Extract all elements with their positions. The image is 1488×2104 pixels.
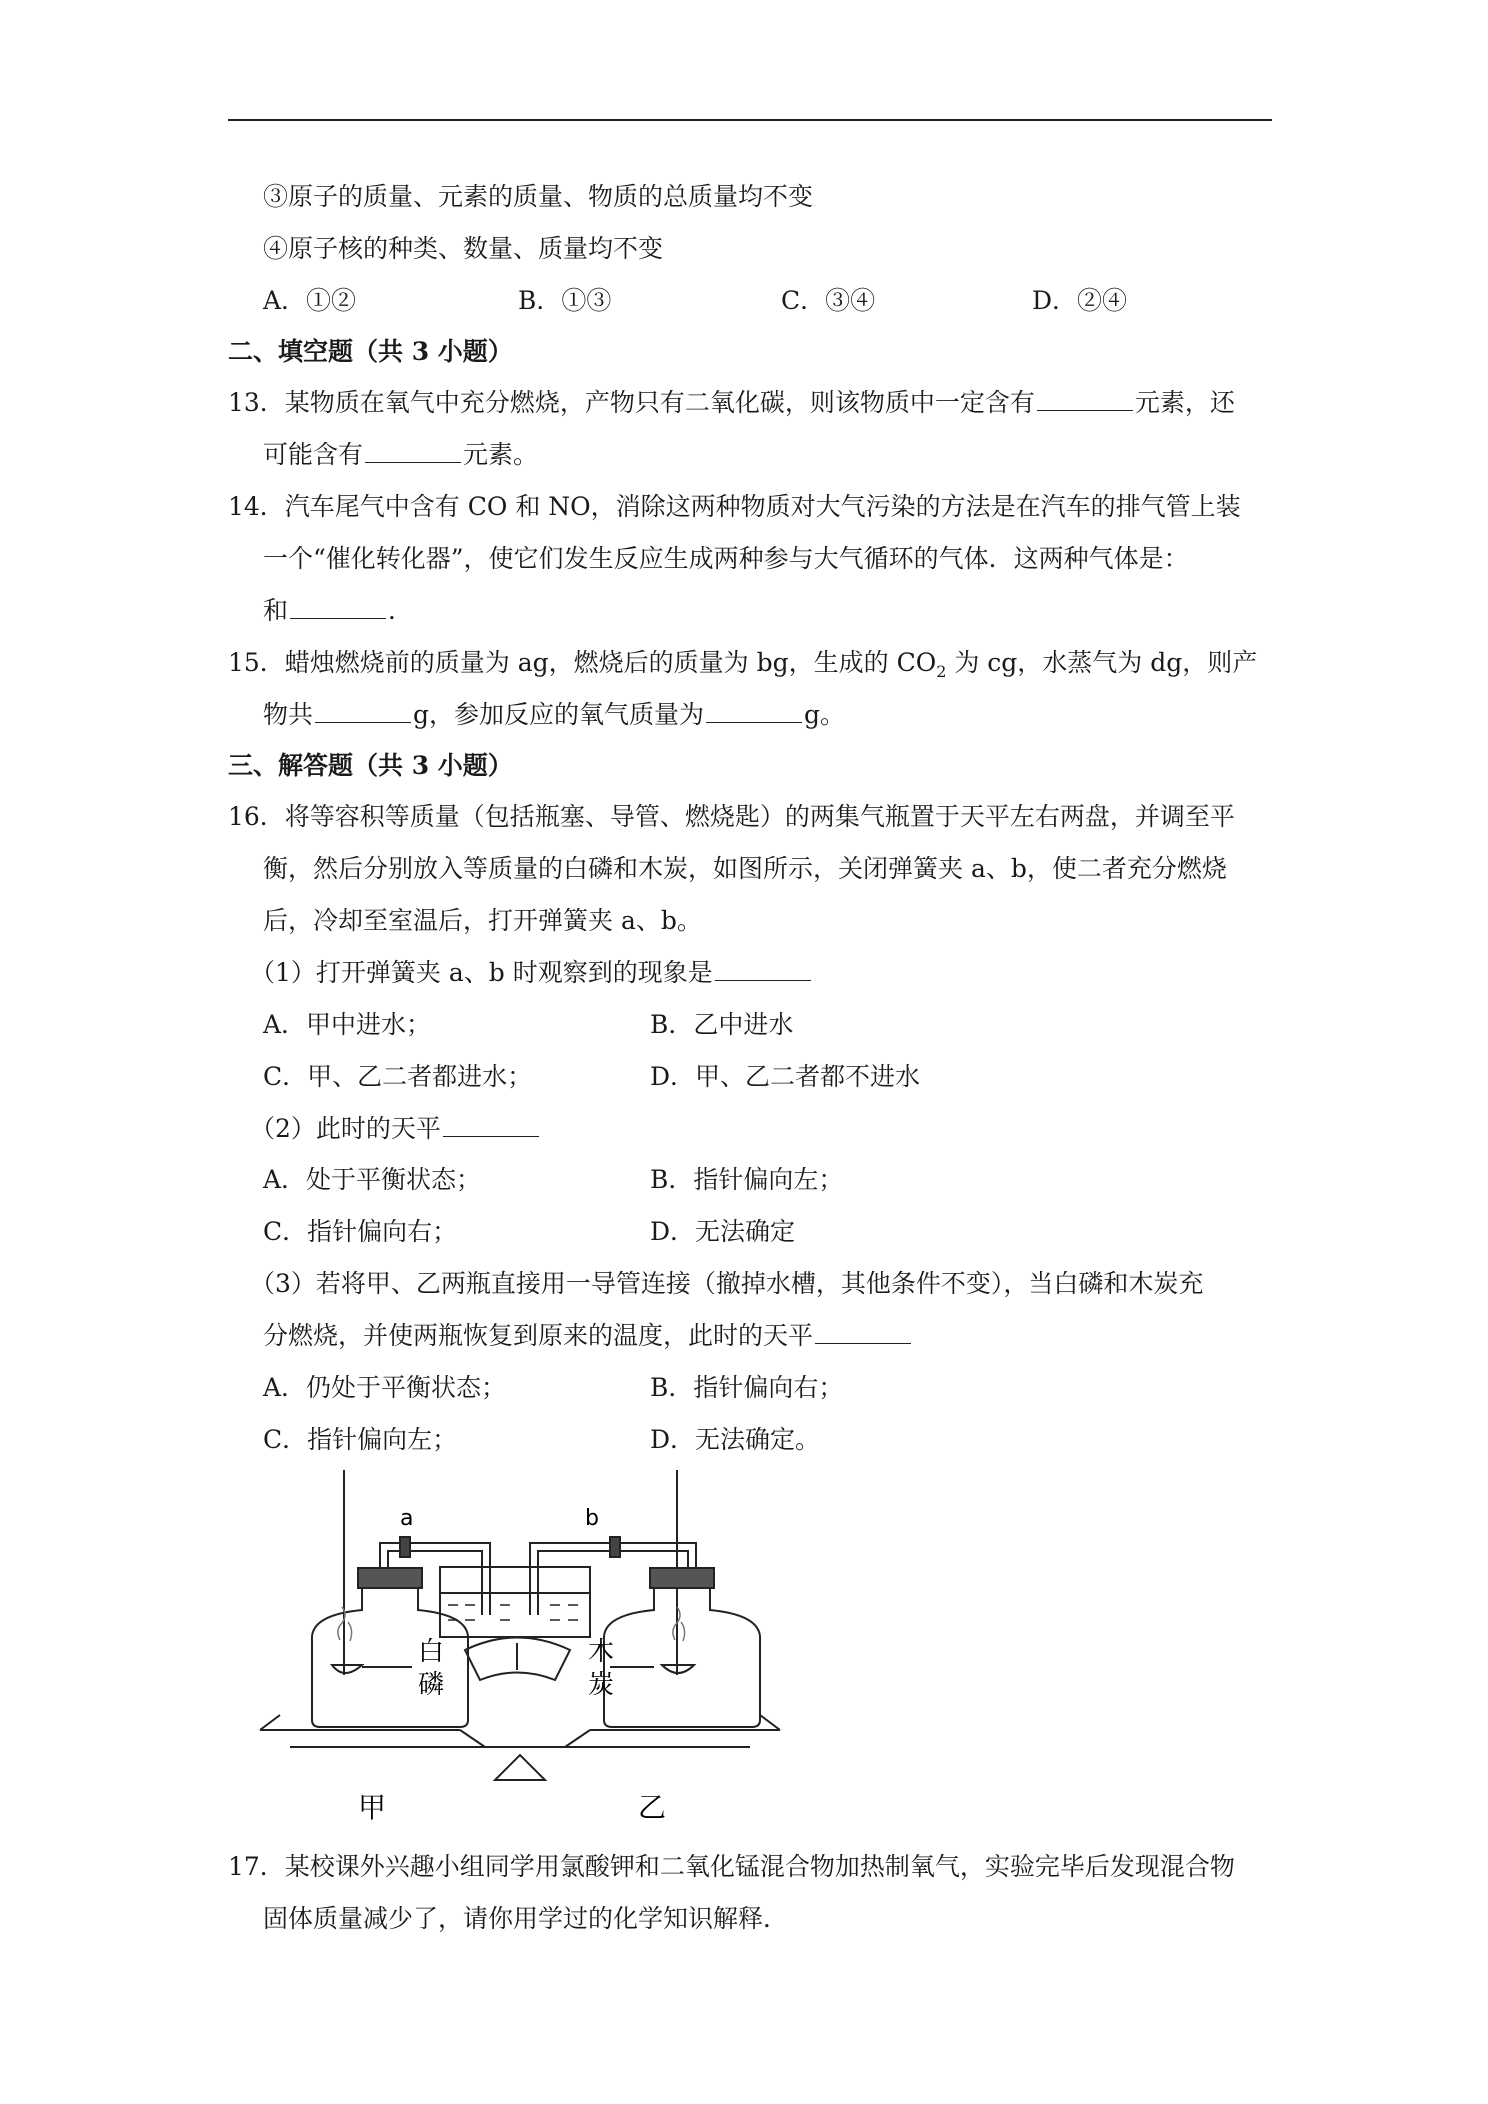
q14-line-3 — [263, 594, 413, 628]
clip-b-label: b — [585, 1506, 599, 1531]
q16-sub-2 — [250, 1112, 541, 1146]
q16-sub-3-option-b: B．指针偏向右； — [650, 1373, 844, 1402]
section-2-title: 二、填空题（共 3 小题） — [228, 337, 513, 366]
q16-sub-3-option-a: A．仍处于平衡状态； — [263, 1373, 507, 1402]
water-trough — [440, 1567, 590, 1637]
q15-line-1 — [228, 646, 1257, 689]
q16-sub-2-option-b: B．指针偏向左； — [650, 1165, 844, 1194]
q12-option-c: C．③④ — [781, 286, 876, 315]
q16-sub-1-option-d: D．甲、乙二者都不进水 — [650, 1062, 921, 1091]
balance-experiment-figure — [250, 1465, 790, 1825]
q16-sub-1-text: （1）打开弹簧夹 a、b 时观察到的现象是 — [250, 958, 713, 987]
q16-sub-3-text: 分燃烧，并使两瓶恢复到原来的温度，此时的天平 — [263, 1321, 814, 1350]
q16-sub-1-option-b: B．乙中进水 — [650, 1010, 794, 1039]
q16-sub-3-option-c: C．指针偏向左； — [263, 1425, 458, 1454]
q13-blank-2[interactable] — [365, 438, 461, 463]
q16-sub-1-option-c: C．甲、乙二者都进水； — [263, 1062, 533, 1091]
q16-sub-3-line-2 — [263, 1319, 913, 1353]
q16-line-1: 16．将等容积等质量（包括瓶塞、导管、燃烧匙）的两集气瓶置于天平左右两盘，并调至平 — [228, 802, 1235, 831]
left-combustion-spoon — [332, 1665, 362, 1673]
q16-line-2: 衡，然后分别放入等质量的白磷和木炭，如图所示，关闭弹簧夹 a、b，使二者充分燃烧 — [263, 854, 1227, 883]
header-rule — [228, 119, 1272, 121]
q12-option-a: A．①② — [263, 286, 357, 315]
q16-sub-1 — [250, 956, 813, 990]
q15-line-2 — [263, 698, 845, 732]
q16-sub-3-blank[interactable] — [815, 1319, 911, 1344]
white-phosphorus-label-1: 白 — [418, 1637, 445, 1667]
q16-sub-2-option-c: C．指针偏向右； — [263, 1217, 458, 1246]
q13-text-3: 可能含有 — [263, 440, 364, 469]
q15-text-5: g。 — [804, 700, 846, 729]
q12-item-4: ④原子核的种类、数量、质量均不变 — [263, 234, 664, 263]
q13-text-1: 13．某物质在氧气中充分燃烧，产物只有二氧化碳，则该物质中一定含有 — [228, 388, 1035, 417]
q15-text-2: 为 cg，水蒸气为 dg，则产 — [946, 648, 1258, 677]
right-stopper — [650, 1568, 714, 1588]
q16-sub-2-text: （2）此时的天平 — [250, 1114, 441, 1143]
q14-text-end: ． — [388, 596, 414, 625]
q17-line-1: 17．某校课外兴趣小组同学用氯酸钾和二氧化锰混合物加热制氧气，实验完毕后发现混合物 — [228, 1852, 1235, 1881]
q16-sub-1-option-a: A．甲中进水； — [263, 1010, 432, 1039]
left-bottle-jia — [312, 1585, 468, 1727]
q13-blank-1[interactable] — [1037, 386, 1133, 411]
q15-text-4: g，参加反应的氧气质量为 — [413, 700, 705, 729]
right-bottle-yi — [604, 1585, 760, 1727]
q14-line-1: 14．汽车尾气中含有 CO 和 NO，消除这两种物质对大气污染的方法是在汽车的排气管上装 — [228, 492, 1241, 521]
q14-line-2: 一个“催化转化器”，使它们发生反应生成两种参与大气循环的气体．这两种气体是： — [263, 544, 1189, 573]
pan-label-jia: 甲 — [358, 1791, 387, 1824]
left-stopper — [358, 1568, 422, 1588]
q15-blank-2[interactable] — [706, 698, 802, 723]
q16-sub-2-blank[interactable] — [443, 1112, 539, 1137]
q16-sub-1-blank[interactable] — [715, 956, 811, 981]
balance-fulcrum — [495, 1755, 545, 1780]
pan-label-yi: 乙 — [638, 1791, 667, 1824]
q15-subscript: 2 — [936, 662, 947, 681]
q15-text-3: 物共 — [263, 700, 314, 729]
q12-item-3: ③原子的质量、元素的质量、物质的总质量均不变 — [263, 182, 814, 211]
q16-line-3: 后，冷却至室温后，打开弹簧夹 a、b。 — [263, 906, 702, 935]
charcoal-label-1: 木 — [588, 1637, 615, 1667]
charcoal-label-2: 炭 — [588, 1670, 615, 1700]
q14-text-and: 和 — [263, 596, 289, 625]
q13-text-4: 元素。 — [463, 440, 539, 469]
q16-sub-2-option-a: A．处于平衡状态； — [263, 1165, 482, 1194]
q12-option-d: D．②④ — [1032, 286, 1128, 315]
q13-text-2: 元素，还 — [1134, 388, 1235, 417]
q16-sub-3-option-d: D．无法确定。 — [650, 1425, 821, 1454]
q15-blank-1[interactable] — [315, 698, 411, 723]
q16-sub-3-line-1: （3）若将甲、乙两瓶直接用一导管连接（撤掉水槽，其他条件不变），当白磷和木炭充 — [250, 1269, 1204, 1298]
section-3-title: 三、解答题（共 3 小题） — [228, 751, 513, 780]
clip-a — [400, 1537, 410, 1557]
q13-line-2 — [263, 438, 538, 472]
clip-a-label: a — [400, 1506, 414, 1531]
q15-text-1: 15．蜡烛燃烧前的质量为 ag，燃烧后的质量为 bg，生成的 CO — [228, 648, 937, 677]
q16-sub-2-option-d: D．无法确定 — [650, 1217, 796, 1246]
q13-line-1 — [228, 386, 1235, 420]
q14-blank[interactable] — [290, 594, 386, 619]
q12-option-b: B．①③ — [518, 286, 612, 315]
q17-line-2: 固体质量减少了，请你用学过的化学知识解释． — [263, 1904, 789, 1933]
white-phosphorus-label-2: 磷 — [418, 1670, 445, 1700]
clip-b — [610, 1537, 620, 1557]
